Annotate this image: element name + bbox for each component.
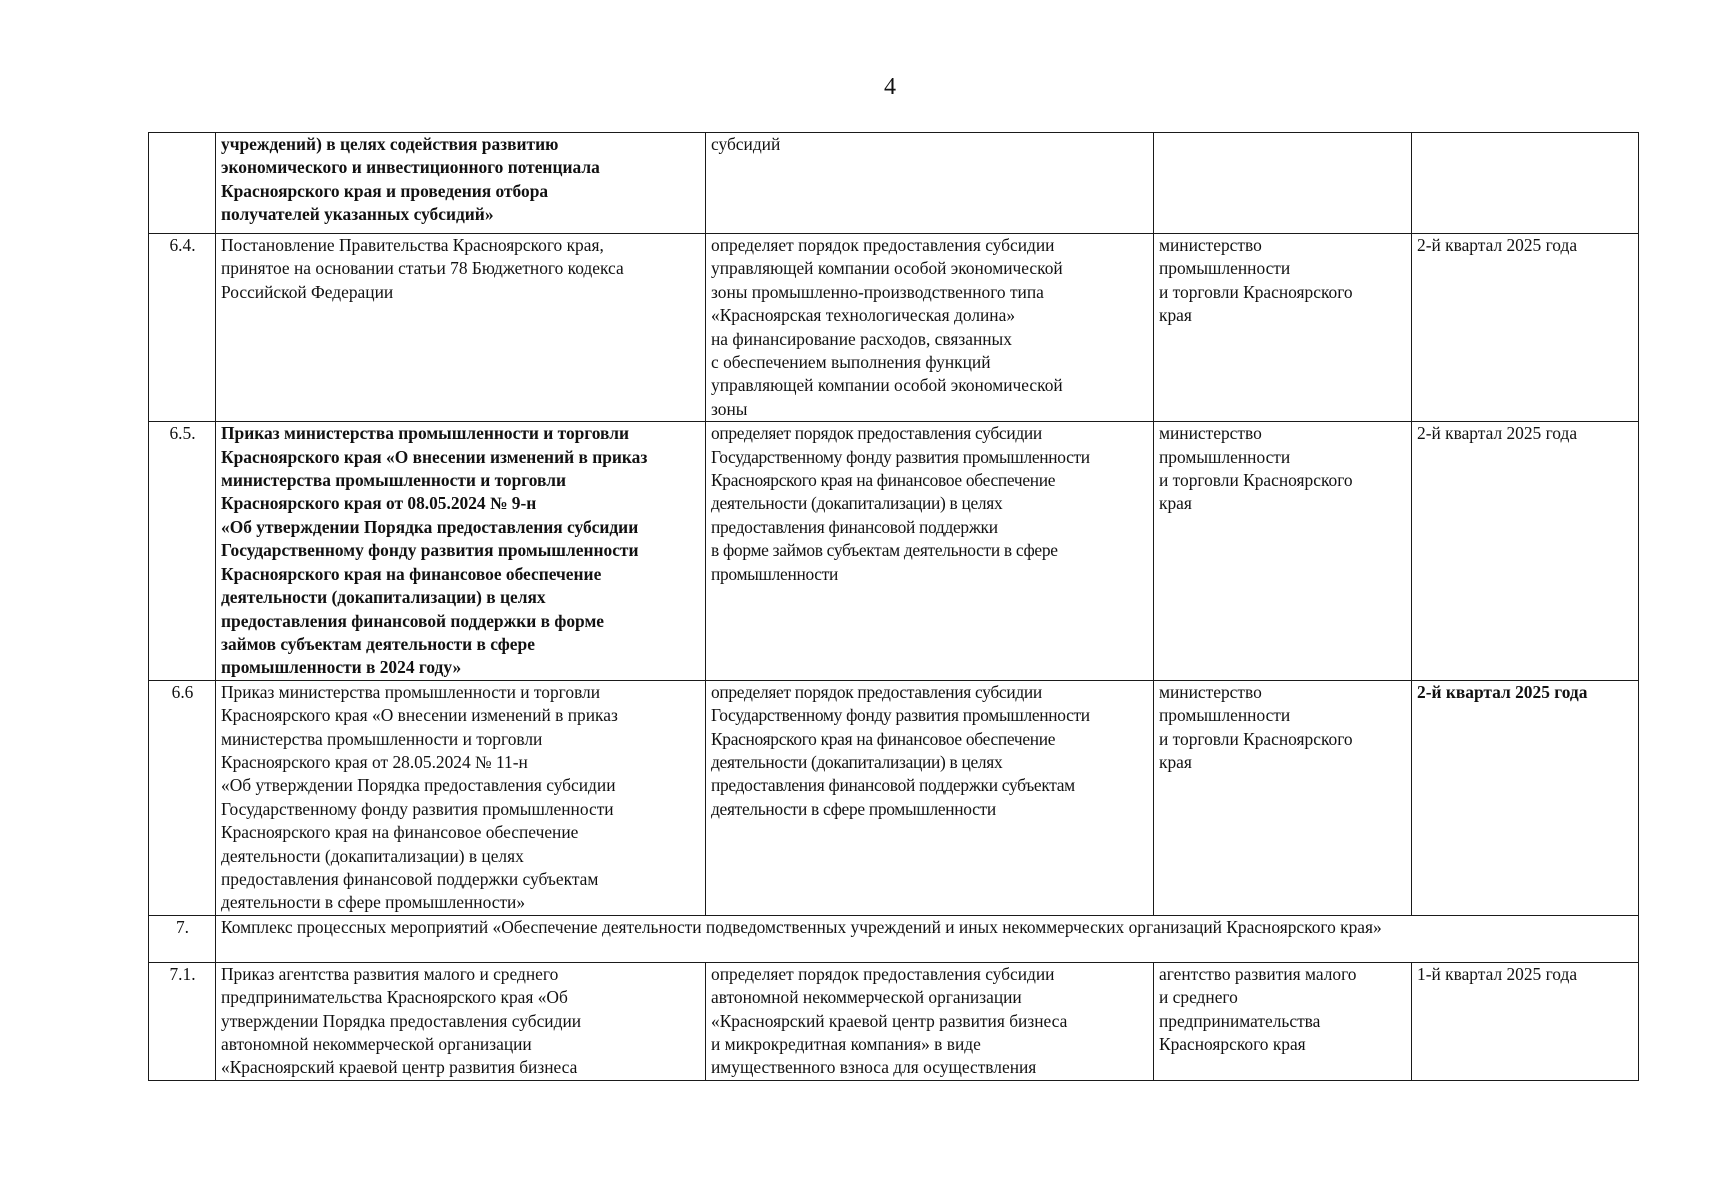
section-title-cell: Комплекс процессных мероприятий «Обеспечение деятельности подведомственных учреждений и иных некоммерческих организаций Красноярского края»: [216, 915, 1639, 962]
responsible-cell: агентство развития малого и среднего предпринимательства Красноярского края: [1154, 962, 1412, 1080]
deadline-cell: 1-й квартал 2025 года: [1412, 962, 1639, 1080]
document-cell: Постановление Правительства Красноярского края, принятое на основании статьи 78 Бюджетного кодекса Российской Федерации: [216, 234, 706, 422]
purpose-cell: определяет порядок предоставления субсидии автономной некоммерческой организации «Красноярский краевой центр развития бизнеса и микрокредитная компания» в виде имущественного взноса для осуществления: [706, 962, 1154, 1080]
document-cell: учреждений) в целях содействия развитию экономического и инвестиционного потенциала Красноярского края и проведения отбора получателей указанных субсидий»: [216, 133, 706, 234]
table-row: [149, 962, 1639, 1080]
row-number-cell: 7.1.: [149, 962, 216, 1080]
responsible-cell: министерство промышленности и торговли Красноярского края: [1154, 422, 1412, 680]
section-row: [149, 915, 1639, 962]
purpose-cell: определяет порядок предоставления субсидии управляющей компании особой экономической зоны промышленно-производственного типа «Красноярская технологическая долина» на финансирование расходов, связанных с обеспечением выполнения функций управляющей компании особой экономической зоны: [706, 234, 1154, 422]
deadline-cell: [1412, 133, 1639, 234]
row-number-cell: 6.6: [149, 680, 216, 915]
table-row: [149, 680, 1639, 915]
purpose-cell: определяет порядок предоставления субсидии Государственному фонду развития промышленности Красноярского края на финансовое обеспечение деятельности (докапитализации) в целях предоставления финансовой поддержки субъектам деятельности в сфере промышленности: [706, 680, 1154, 915]
document-cell: Приказ агентства развития малого и среднего предпринимательства Красноярского края «Об утверждении Порядка предоставления субсидии автономной некоммерческой организации «Красноярский краевой центр развития бизнеса: [216, 962, 706, 1080]
responsible-cell: [1154, 133, 1412, 234]
purpose-cell: определяет порядок предоставления субсидии Государственному фонду развития промышленности Красноярского края на финансовое обеспечение деятельности (докапитализации) в целях предоставления финансовой поддержки в форме займов субъектам деятельности в сфере промышленности: [706, 422, 1154, 680]
table-row: [149, 133, 1639, 234]
responsible-cell: министерство промышленности и торговли Красноярского края: [1154, 234, 1412, 422]
section-number-cell: 7.: [149, 915, 216, 962]
row-number-cell: 6.4.: [149, 234, 216, 422]
row-number-cell: 6.5.: [149, 422, 216, 680]
page-number: 4: [884, 74, 896, 100]
table-row: [149, 422, 1639, 680]
deadline-cell: 2-й квартал 2025 года: [1412, 234, 1639, 422]
table-row: [149, 234, 1639, 422]
deadline-cell: 2-й квартал 2025 года: [1412, 422, 1639, 680]
document-cell: Приказ министерства промышленности и торговли Красноярского края «О внесении изменений в приказ министерства промышленности и торговли Красноярского края от 08.05.2024 № 9-н «Об утверждении Порядка предоставления субсидии Государственному фонду развития промышленности Красноярского края на финансовое обеспечение деятельности (докапитализации) в целях предоставления финансовой поддержки в форме займов субъектам деятельности в сфере промышленности в 2024 году»: [216, 422, 706, 680]
responsible-cell: министерство промышленности и торговли Красноярского края: [1154, 680, 1412, 915]
row-number-cell: [149, 133, 216, 234]
deadline-cell: 2-й квартал 2025 года: [1412, 680, 1639, 915]
purpose-cell: субсидий: [706, 133, 1154, 234]
document-cell: Приказ министерства промышленности и торговли Красноярского края «О внесении изменений в приказ министерства промышленности и торговли Красноярского края от 28.05.2024 № 11-н «Об утверждении Порядка предоставления субсидии Государственному фонду развития промышленности Красноярского края на финансовое обеспечение деятельности (докапитализации) в целях предоставления финансовой поддержки субъектам деятельности в сфере промышленности»: [216, 680, 706, 915]
measures-table: [148, 132, 1639, 1081]
